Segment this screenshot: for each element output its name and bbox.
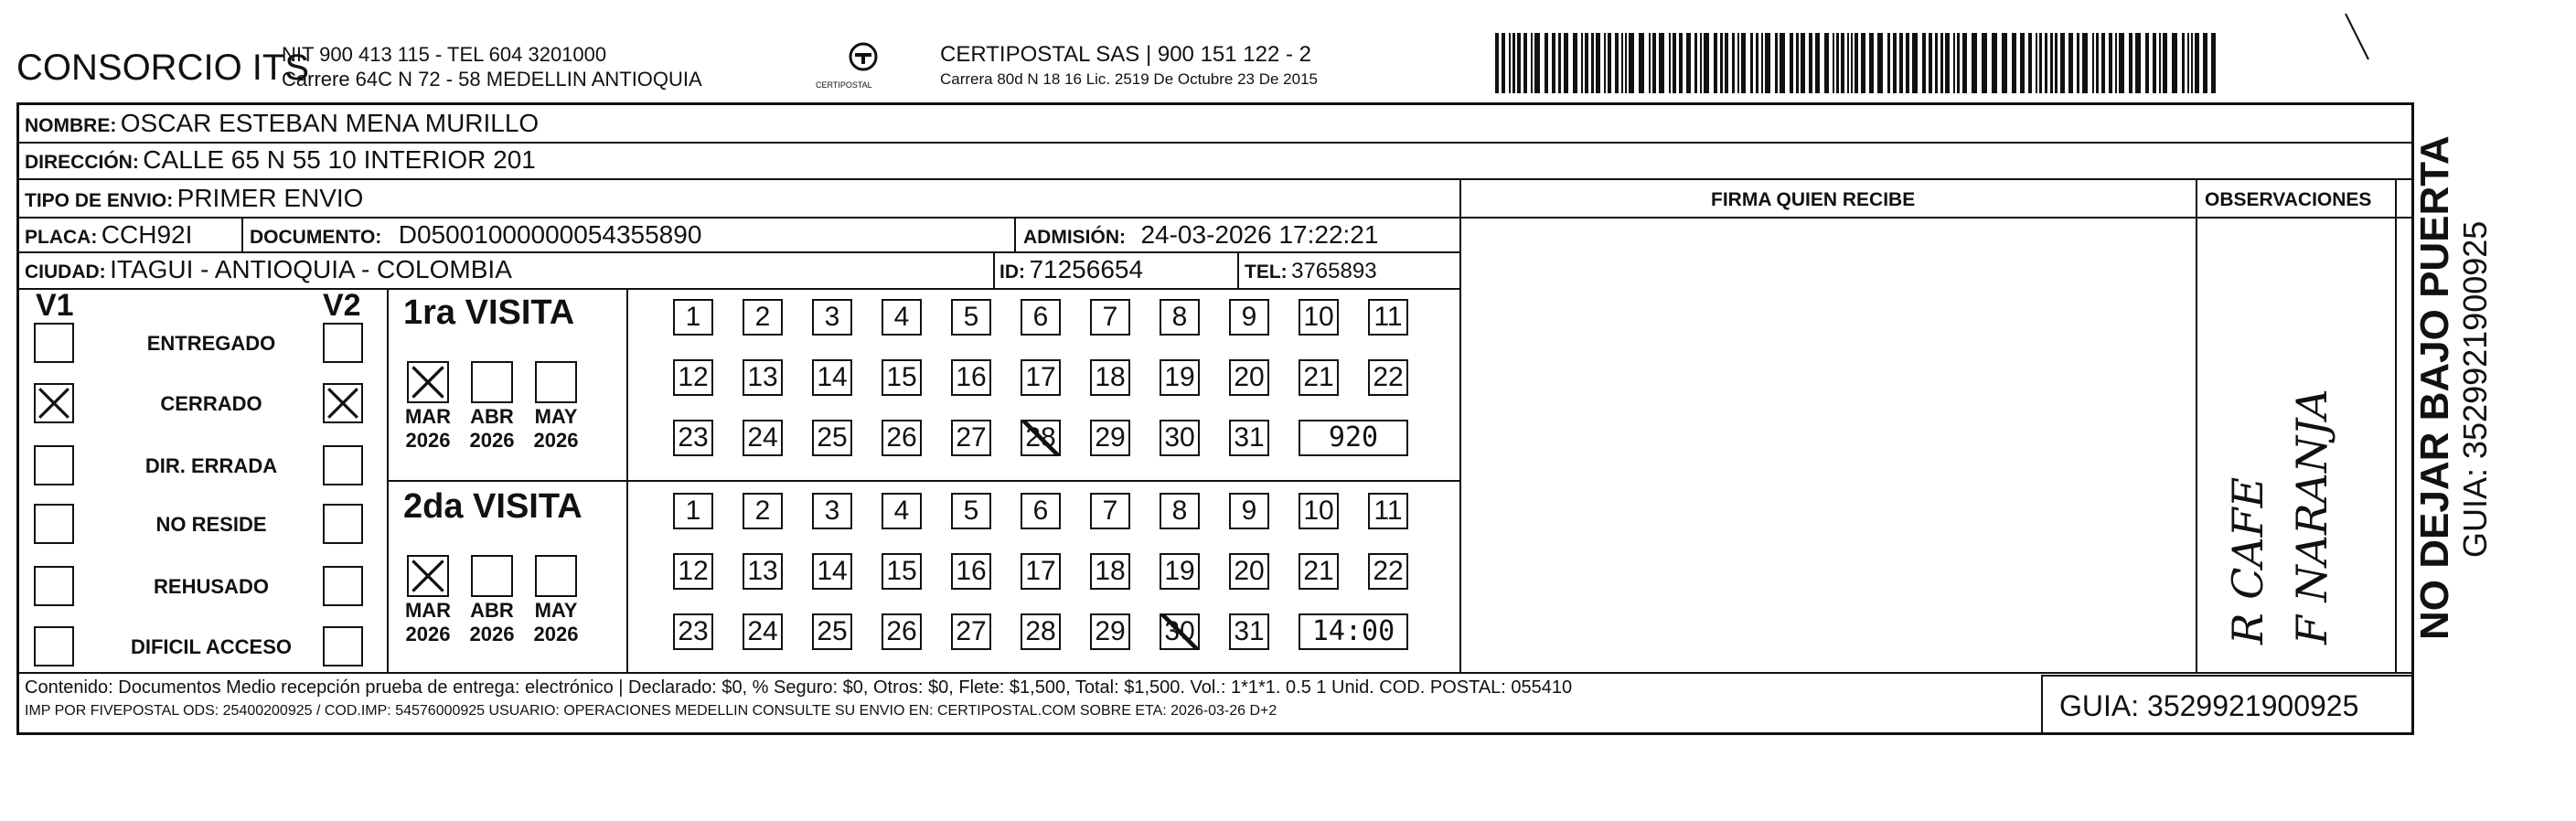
nombre-row (25, 109, 539, 138)
documento-cell (250, 220, 701, 250)
barcode-bar (1652, 33, 1656, 93)
status-label: REHUSADO (154, 575, 269, 598)
visit1-day[interactable]: 22 (1368, 359, 1408, 396)
barcode-bar (1761, 33, 1763, 93)
barcode-bar (2012, 33, 2016, 93)
placa-cell (25, 220, 192, 250)
barcode-bar (2135, 33, 2141, 93)
visit2-day[interactable]: 10 (1299, 493, 1339, 529)
barcode-bar (2050, 33, 2053, 93)
visit1-day[interactable]: 4 (882, 299, 922, 336)
barcode-bar (2153, 33, 2156, 93)
barcode-bar (1615, 33, 1619, 93)
visit2-day[interactable]: 20 (1229, 553, 1269, 590)
visit1-day[interactable]: 26 (882, 420, 922, 456)
barcode-bar (1861, 33, 1865, 93)
v1-checkbox[interactable] (34, 323, 74, 363)
barcode-bar (2055, 33, 2058, 93)
direccion-label: DIRECCIÓN: (25, 152, 139, 173)
visit2-time-field[interactable]: 14:00 (1299, 613, 1408, 650)
barcode-bar (1775, 33, 1778, 93)
barcode-bar (1639, 33, 1644, 93)
barcode-bar (2068, 33, 2073, 93)
visit2-day[interactable]: 9 (1229, 493, 1269, 529)
barcode-bar (1756, 33, 1758, 93)
month-year: 2026 (405, 429, 451, 452)
barcode-bar (1591, 33, 1594, 93)
barcode-bar (2002, 33, 2007, 93)
visit1-month-label (529, 405, 583, 453)
ciudad-value: ITAGUI - ANTIOQUIA - COLOMBIA (110, 255, 512, 283)
visit2-day[interactable]: 27 (951, 613, 991, 650)
barcode-bar (2101, 33, 2105, 93)
visit2-title: 2da VISITA (403, 487, 583, 526)
visit2-month-label (529, 599, 583, 646)
barcode-bar (2077, 33, 2079, 93)
v2-checkbox[interactable] (323, 626, 363, 666)
visit1-day[interactable]: 13 (743, 359, 783, 396)
barcode-bar (1851, 33, 1853, 93)
visit2-day[interactable]: 28 (1021, 613, 1061, 650)
visit2-day[interactable]: 12 (673, 553, 713, 590)
barcode-bar (2187, 33, 2189, 93)
barcode-bar (1836, 33, 1839, 93)
visit2-day[interactable]: 21 (1299, 553, 1339, 590)
visit2-day[interactable]: 23 (673, 613, 713, 650)
observaciones-note-2: F NARANJA (2287, 389, 2336, 645)
barcode-bar (1669, 33, 1671, 93)
barcode-bar (1732, 33, 1735, 93)
barcode-bar (2191, 33, 2193, 93)
barcode-bar (1659, 33, 1664, 93)
barcode-bar (1714, 33, 1717, 93)
visit2-month-checkbox[interactable] (535, 555, 577, 597)
visit2-day[interactable]: 5 (951, 493, 991, 529)
shipping-label (16, 102, 2414, 735)
visit2-day[interactable]: 24 (743, 613, 783, 650)
month-name: MAR (404, 599, 452, 622)
barcode-bar (1604, 33, 1606, 93)
nombre-value: OSCAR ESTEBAN MENA MURILLO (120, 109, 540, 137)
barcode-bar (1992, 33, 1997, 93)
month-name: ABR (470, 599, 514, 622)
barcode-bar (1552, 33, 1555, 93)
barcode-bar (2195, 33, 2199, 93)
guia-box (2041, 675, 2414, 735)
barcode-bar (1629, 33, 1634, 93)
barcode-bar (1741, 33, 1746, 93)
visit1-day[interactable]: 2 (743, 299, 783, 336)
barcode-bar (1517, 33, 1521, 93)
v2-checkbox[interactable] (323, 504, 363, 544)
barcode-bar (2203, 33, 2207, 93)
company-nit: NIT 900 413 115 - TEL 604 3201000 (282, 43, 607, 66)
visit1-day[interactable]: 1 (673, 299, 713, 336)
ciudad-cell (25, 255, 512, 284)
barcode-bar (1982, 33, 1987, 93)
tipo-value: PRIMER ENVIO (176, 184, 364, 212)
barcode-bar (1573, 33, 1577, 93)
barcode-bar (1765, 33, 1770, 93)
visit1-day[interactable]: 14 (812, 359, 852, 396)
visit1-day[interactable]: 12 (673, 359, 713, 396)
barcode-bar (1953, 33, 1955, 93)
visit2-month-label (401, 599, 455, 646)
barcode-bar (1940, 33, 1943, 93)
footer-line-1: Contenido: Documentos Medio recepción prueba de entrega: electrónico | Declarado: $0, % Seguro: $0, Otros: $0, Flete: $1,500, Total: $1,500. Vol.: 1*1*1. 0.5 1 Unid. COD. POSTAL: 055410 (25, 677, 1573, 698)
tel-value: 3765893 (1291, 259, 1377, 283)
visit1-day[interactable]: 5 (951, 299, 991, 336)
visit1-time-field[interactable]: 920 (1299, 420, 1408, 456)
visit1-month-checkbox[interactable] (407, 361, 449, 403)
visit2-day[interactable]: 19 (1160, 553, 1200, 590)
barcode-bar (1694, 33, 1697, 93)
month-year: 2026 (469, 623, 515, 645)
footer-line-2: IMP POR FIVEPOSTAL ODS: 25400200925 / COD.IMP: 54576000925 USUARIO: OPERACIONES MEDELLIN CONSULTE SU ENVIO EN: CERTIPOSTAL.COM SOBRE ETA: 2026-03-26 D+2 (25, 703, 1277, 719)
documento-label: DOCUMENTO: (250, 227, 382, 248)
placa-label: PLACA: (25, 227, 98, 248)
v1-checkbox[interactable] (34, 626, 74, 666)
v1-checkbox[interactable] (34, 383, 74, 423)
barcode-bar (2129, 33, 2132, 93)
visit2-day[interactable]: 15 (882, 553, 922, 590)
side-title: NO DEJAR BAJO PUERTA (2412, 135, 2457, 640)
id-cell (999, 255, 1143, 284)
barcode-bar (1796, 33, 1799, 93)
barcode-bar (1621, 33, 1623, 93)
observaciones-note-1: R CAFE (2223, 476, 2272, 645)
barcode-bar (1790, 33, 1793, 93)
company-info (282, 42, 702, 91)
barcode-bar (2082, 33, 2088, 93)
visit2-day[interactable]: 8 (1160, 493, 1200, 529)
status-label: DIR. ERRADA (144, 454, 278, 477)
barcode-bar (2020, 33, 2025, 93)
barcode-bar (2163, 33, 2167, 93)
barcode-bar (2060, 33, 2065, 93)
visit1-title: 1ra VISITA (403, 293, 575, 332)
barcode-bar (1564, 33, 1568, 93)
barcode-bar (1545, 33, 1548, 93)
visit1-day[interactable]: 25 (812, 420, 852, 456)
visit1-day[interactable]: 31 (1229, 420, 1269, 456)
barcode-bar (1929, 33, 1932, 93)
month-name: MAY (534, 405, 578, 428)
nombre-label: NOMBRE: (25, 115, 117, 136)
visit2-day[interactable]: 30 (1160, 613, 1200, 650)
side-guia: GUIA: 3529921900925 (2456, 220, 2494, 558)
visit1-month-label (465, 405, 519, 453)
v1-checkbox[interactable] (34, 445, 74, 485)
barcode-bar (2172, 33, 2177, 93)
admision-value: 24-03-2026 17:22:21 (1140, 220, 1379, 249)
month-year: 2026 (533, 429, 579, 452)
visit2-day[interactable]: 14 (812, 553, 852, 590)
barcode-bar (1534, 33, 1540, 93)
visit1-day[interactable]: 9 (1229, 299, 1269, 336)
admision-label: ADMISIÓN: (1023, 227, 1126, 248)
month-year: 2026 (533, 623, 579, 645)
barcode-bar (1502, 33, 1505, 93)
barcode-icon (1495, 33, 2227, 93)
direccion-value: CALLE 65 N 55 10 INTERIOR 201 (143, 145, 536, 174)
barcode-bar (2045, 33, 2047, 93)
barcode-bar (2109, 33, 2112, 93)
barcode-bar (2145, 33, 2149, 93)
tel-label: TEL: (1245, 261, 1288, 283)
admision-cell (1023, 220, 1378, 250)
barcode-bar (1679, 33, 1683, 93)
barcode-bar (1945, 33, 1950, 93)
v2-checkbox[interactable] (323, 383, 363, 423)
company-address: Carrere 64C N 72 - 58 MEDELLIN ANTIOQUIA (282, 68, 702, 91)
footer-guia: GUIA: 3529921900925 (2059, 689, 2359, 722)
barcode-bar (1700, 33, 1702, 93)
visit1-day[interactable]: 11 (1368, 299, 1408, 336)
v2-checkbox[interactable] (323, 323, 363, 363)
barcode-bar (2092, 33, 2094, 93)
v1-checkbox[interactable] (34, 504, 74, 544)
placa-value: CCH92I (101, 220, 193, 249)
barcode-bar (1686, 33, 1691, 93)
barcode-bar (2115, 33, 2117, 93)
barcode-bar (1725, 33, 1728, 93)
visit2-day[interactable]: 7 (1090, 493, 1130, 529)
visit2-month-checkbox[interactable] (407, 555, 449, 597)
visit2-day[interactable]: 29 (1090, 613, 1130, 650)
barcode-bar (1495, 33, 1499, 93)
visit1-day[interactable]: 28 (1021, 420, 1061, 456)
v1-checkbox[interactable] (34, 566, 74, 606)
barcode-bar (1801, 33, 1805, 93)
observaciones-label: OBSERVACIONES (2205, 189, 2372, 210)
barcode-bar (1824, 33, 1829, 93)
barcode-bar (2119, 33, 2124, 93)
barcode-bar (1780, 33, 1785, 93)
barcode-bar (2028, 33, 2032, 93)
visit1-day[interactable]: 24 (743, 420, 783, 456)
v1-header: V1 (36, 288, 74, 323)
barcode-bar (1704, 33, 1709, 93)
barcode-bar (1906, 33, 1909, 93)
direccion-row (25, 145, 536, 175)
barcode-bar (1608, 33, 1611, 93)
barcode-bar (1596, 33, 1600, 93)
visit1-day[interactable]: 8 (1160, 299, 1200, 336)
visit1-day[interactable]: 17 (1021, 359, 1061, 396)
barcode-bar (1847, 33, 1849, 93)
barcode-bar (2096, 33, 2099, 93)
visit1-month-checkbox[interactable] (471, 361, 513, 403)
barcode-bar (1893, 33, 1897, 93)
barcode-bar (1869, 33, 1874, 93)
visit1-day[interactable]: 23 (673, 420, 713, 456)
pen-mark-icon (2341, 9, 2378, 64)
barcode-bar (1531, 33, 1533, 93)
barcode-bar (1962, 33, 1967, 93)
barcode-bar (2039, 33, 2042, 93)
visit2-day[interactable]: 18 (1090, 553, 1130, 590)
documento-value: D05001000000054355890 (398, 220, 702, 249)
barcode-bar (2211, 33, 2216, 93)
month-year: 2026 (405, 623, 451, 645)
visit1-day[interactable]: 19 (1160, 359, 1200, 396)
barcode-bar (1841, 33, 1844, 93)
visit1-day[interactable]: 7 (1090, 299, 1130, 336)
barcode-bar (1512, 33, 1515, 93)
barcode-bar (1509, 33, 1511, 93)
carrier-address: Carrera 80d N 18 16 Lic. 2519 De Octubre 23 De 2015 (940, 70, 1318, 88)
barcode-bar (1581, 33, 1583, 93)
visit2-day[interactable]: 6 (1021, 493, 1061, 529)
barcode-bar (1585, 33, 1588, 93)
carrier-name: CERTIPOSTAL SAS | 900 151 122 - 2 (940, 42, 1311, 67)
visit1-day[interactable]: 6 (1021, 299, 1061, 336)
month-name: ABR (470, 405, 514, 428)
visit1-day[interactable]: 29 (1090, 420, 1130, 456)
barcode-bar (1855, 33, 1858, 93)
visit2-day[interactable]: 26 (882, 613, 922, 650)
tel-cell (1245, 259, 1377, 284)
visit2-day[interactable]: 13 (743, 553, 783, 590)
logo-text: CERTIPOSTAL (816, 80, 872, 90)
visit2-day[interactable]: 2 (743, 493, 783, 529)
barcode-bar (1625, 33, 1627, 93)
carrier-info (940, 42, 1318, 91)
barcode-bar (1737, 33, 1739, 93)
barcode-bar (1809, 33, 1812, 93)
barcode-bar (1673, 33, 1676, 93)
barcode-bar (1957, 33, 1960, 93)
visit1-month-checkbox[interactable] (535, 361, 577, 403)
barcode-bar (2036, 33, 2037, 93)
status-label: DIFICIL ACCESO (130, 635, 292, 658)
barcode-bar (1922, 33, 1926, 93)
barcode-bar (1649, 33, 1651, 93)
barcode-bar (1877, 33, 1883, 93)
id-value: 71256654 (1029, 255, 1144, 283)
visit1-day[interactable]: 20 (1229, 359, 1269, 396)
barcode-bar (1972, 33, 1977, 93)
visit1-day[interactable]: 27 (951, 420, 991, 456)
barcode-bar (1912, 33, 1918, 93)
month-year: 2026 (469, 429, 515, 452)
barcode-bar (1558, 33, 1561, 93)
visit1-day[interactable]: 18 (1090, 359, 1130, 396)
visit2-day[interactable]: 17 (1021, 553, 1061, 590)
v2-checkbox[interactable] (323, 566, 363, 606)
barcode-bar (2182, 33, 2185, 93)
v2-header: V2 (323, 288, 361, 323)
visit2-month-label (465, 599, 519, 646)
visit2-day[interactable]: 1 (673, 493, 713, 529)
v2-checkbox[interactable] (323, 445, 363, 485)
barcode-bar (2159, 33, 2161, 93)
status-label: CERRADO (160, 392, 262, 415)
visit1-month-label (401, 405, 455, 453)
visit2-month-checkbox[interactable] (471, 555, 513, 597)
ciudad-label: CIUDAD: (25, 261, 106, 283)
barcode-bar (1935, 33, 1938, 93)
status-label: ENTREGADO (146, 332, 276, 355)
company-name: CONSORCIO ITS (16, 48, 310, 88)
visit2-day[interactable]: 22 (1368, 553, 1408, 590)
visit2-day[interactable]: 3 (812, 493, 852, 529)
tipo-row (25, 184, 363, 213)
barcode-bar (1523, 33, 1527, 93)
visit1-day[interactable]: 21 (1299, 359, 1339, 396)
barcode-bar (1720, 33, 1723, 93)
visit1-day[interactable]: 3 (812, 299, 852, 336)
firma-label: FIRMA QUIEN RECIBE (1711, 189, 1916, 210)
visit1-day[interactable]: 30 (1160, 420, 1200, 456)
visit2-day[interactable]: 11 (1368, 493, 1408, 529)
month-name: MAY (534, 599, 578, 622)
barcode-bar (1750, 33, 1753, 93)
barcode-bar (1899, 33, 1903, 93)
barcode-bar (1815, 33, 1820, 93)
month-name: MAR (404, 405, 452, 428)
visit1-day[interactable]: 10 (1299, 299, 1339, 336)
visit1-day[interactable]: 15 (882, 359, 922, 396)
visit2-day[interactable]: 31 (1229, 613, 1269, 650)
barcode-bar (1833, 33, 1834, 93)
id-label: ID: (999, 261, 1025, 283)
barcode-bar (1887, 33, 1890, 93)
visit2-day[interactable]: 16 (951, 553, 991, 590)
tipo-label: TIPO DE ENVIO: (25, 190, 174, 211)
visit1-day[interactable]: 16 (951, 359, 991, 396)
visit2-day[interactable]: 25 (812, 613, 852, 650)
status-label: NO RESIDE (155, 513, 267, 536)
visit2-day[interactable]: 4 (882, 493, 922, 529)
